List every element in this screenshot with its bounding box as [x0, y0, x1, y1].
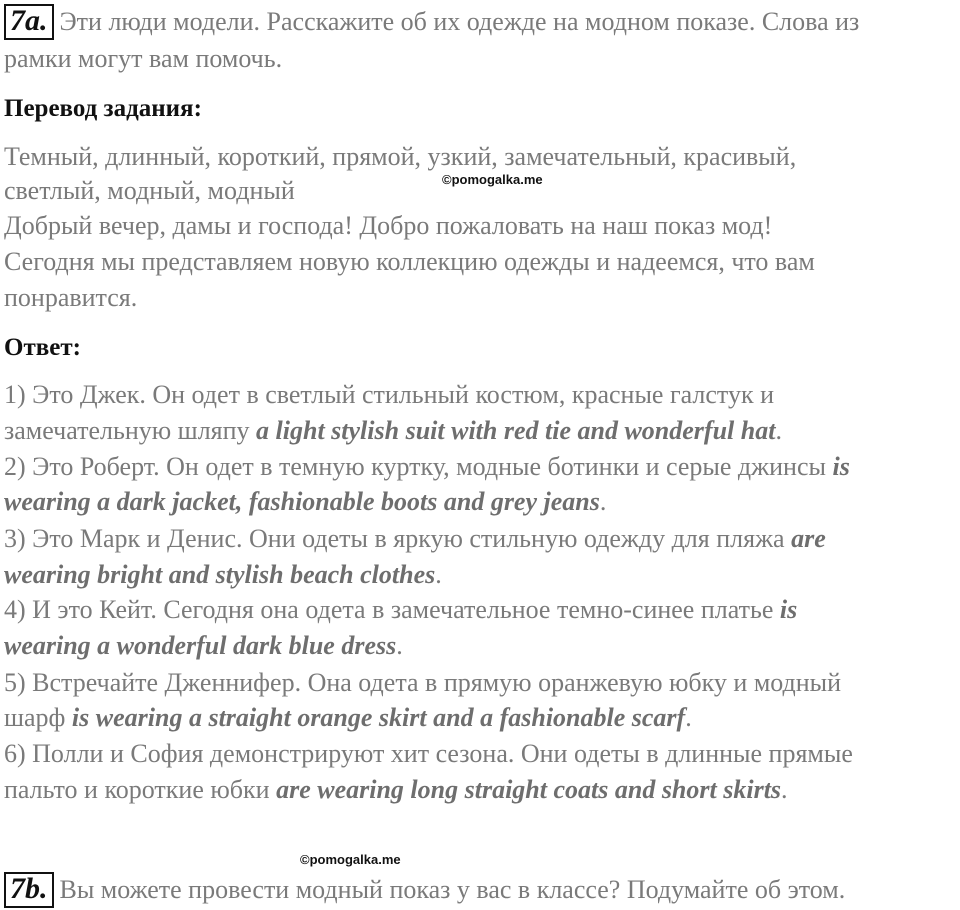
- watermark: ©pomogalka.me: [442, 172, 543, 187]
- task-b-text: Вы можете провести модный показ у вас в классе? Подумайте об этом.: [59, 875, 846, 904]
- answer-english: a light stylish suit with red tie and wonderful hat: [256, 416, 776, 445]
- translation-line: понравится.: [4, 283, 138, 312]
- answer-english: are wearing long straight coats and short skirts: [276, 775, 782, 804]
- answer-english: is: [779, 595, 798, 624]
- answer-english: wearing a dark jacket, fashionable boots and grey jeans: [4, 487, 600, 516]
- answer-item-6-line-1: 6) Полли и София демонстрируют хит сезона. Они одеты в длинные прямые: [4, 739, 853, 768]
- answer-item-3-line-2: wearing bright and stylish beach clothes.: [4, 560, 442, 589]
- answer-item-2-line-2: wearing a dark jacket, fashionable boots and grey jeans.: [4, 487, 607, 516]
- task-a-text: Эти люди модели. Расскажите об их одежде на модном показе. Слова из: [59, 7, 860, 36]
- task-b-line: [4, 872, 845, 908]
- answer-english: wearing a wonderful dark blue dress: [4, 631, 397, 660]
- task-a-line-1: [4, 4, 859, 40]
- answer-item-2-line-1: 2) Это Роберт. Он одет в темную куртку, модные ботинки и серые джинсы is: [4, 452, 850, 481]
- answer-item-1-line-2: замечательную шляпу a light stylish suit with red tie and wonderful hat.: [4, 416, 782, 445]
- translation-line: Добрый вечер, дамы и господа! Добро пожаловать на наш показ мод!: [4, 211, 773, 240]
- answer-item-5-line-1: 5) Встречайте Дженнифер. Она одета в прямую оранжевую юбку и модный: [4, 668, 842, 697]
- answer-item-4-line-1: 4) И это Кейт. Сегодня она одета в замечательное темно-синее платье is: [4, 595, 798, 624]
- answer-item-4-line-2: wearing a wonderful dark blue dress.: [4, 631, 403, 660]
- answer-item-6-line-2: пальто и короткие юбки are wearing long straight coats and short skirts.: [4, 775, 788, 804]
- answer-english: is: [832, 452, 850, 481]
- answer-english: is wearing a straight orange skirt and a fashionable scarf: [71, 703, 686, 732]
- answer-item-1-line-1: 1) Это Джек. Он одет в светлый стильный костюм, красные галстук и: [4, 380, 774, 409]
- translation-line: Темный, длинный, короткий, прямой, узкий, замечательный, красивый,: [4, 142, 797, 171]
- translation-heading: Перевод задания:: [4, 95, 202, 122]
- answer-heading: Ответ:: [4, 334, 81, 361]
- answer-english: wearing bright and stylish beach clothes: [4, 560, 436, 589]
- answer-item-3-line-1: 3) Это Марк и Денис. Они одеты в яркую стильную одежду для пляжа are: [4, 524, 826, 553]
- task-number-badge: 7b.: [4, 872, 54, 908]
- task-number-badge: 7a.: [4, 4, 54, 40]
- answer-english: are: [791, 524, 826, 553]
- watermark: ©pomogalka.me: [300, 852, 401, 867]
- translation-line: Сегодня мы представляем новую коллекцию одежды и надеемся, что вам: [4, 247, 815, 276]
- answer-item-5-line-2: шарф is wearing a straight orange skirt and a fashionable scarf.: [4, 703, 692, 732]
- task-a-line-2: рамки могут вам помочь.: [4, 44, 283, 73]
- translation-line: светлый, модный, модный: [4, 176, 295, 205]
